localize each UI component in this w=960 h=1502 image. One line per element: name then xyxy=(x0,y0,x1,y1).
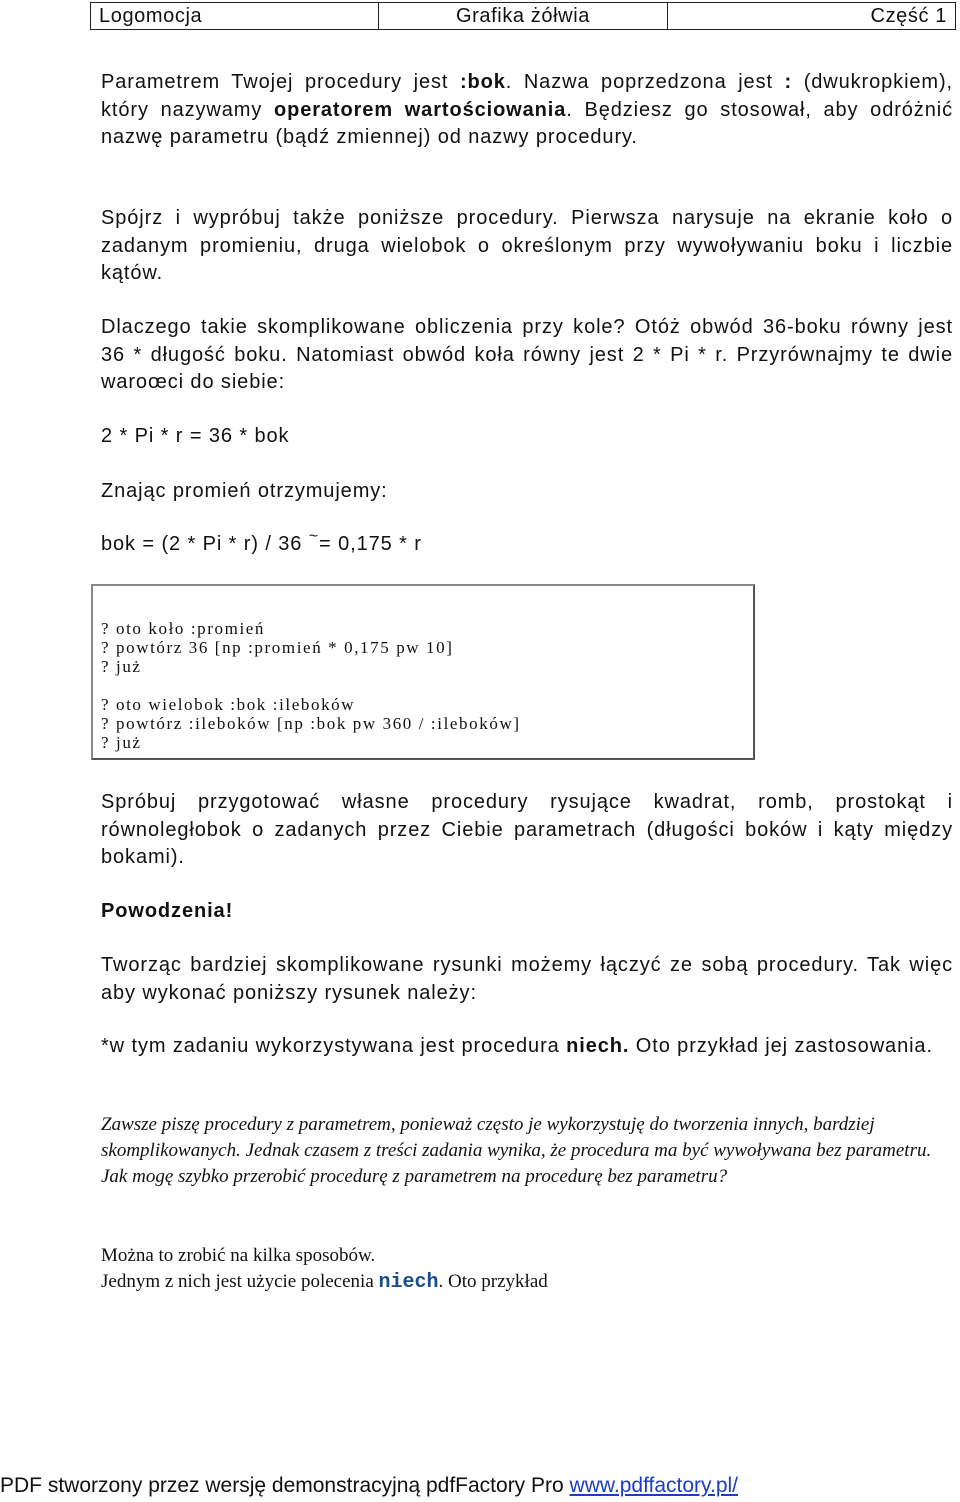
paragraph-parameter xyxy=(101,69,953,152)
code-line: ? oto koło :promień xyxy=(101,619,266,638)
eq2-tilde: ~ xyxy=(308,528,320,545)
good-luck-bold: Powodzenia! xyxy=(101,900,234,922)
page-header xyxy=(90,2,956,30)
serif2-code-niech: niech xyxy=(378,1271,439,1294)
paragraph-italic-question: Zawsze piszę procedury z parametrem, ponieważ często je wykorzystuję do tworzenia innych, bardziej skomplikowanych. Jednak czasem z treści zadania wynika, że procedura ma być wywoływana bez parametru. Jak mogę szybko przerobić procedurę z parametrem na procedurę bez parametru? xyxy=(101,1114,932,1187)
code-line: ? powtórz 36 [np :promień * 0,175 pw 10] xyxy=(101,638,454,657)
header-right: Część 1 xyxy=(870,4,947,27)
p1-bold-bok: :bok xyxy=(459,71,506,93)
serif2-text-1: Jednym z nich jest użycie polecenia xyxy=(101,1271,379,1292)
p1-text-1: Parametrem Twojej procedury jest xyxy=(101,71,460,93)
code-line: ? już xyxy=(101,657,142,676)
paragraph-niech-note xyxy=(101,1033,953,1061)
p1-text-4: . Będziesz go stosował, aby odróżnić nazwę parametru (bądź zmiennej) od nazwy procedury. xyxy=(101,98,953,148)
paragraph-serif-2 xyxy=(101,1269,951,1296)
p1-bold-colon: : xyxy=(784,71,793,93)
header-center: Grafika żółwia xyxy=(379,3,667,29)
p8-text-2: Oto przykład jej zastosowania. xyxy=(629,1035,933,1057)
paragraph-good-luck xyxy=(101,898,953,926)
paragraph-serif-1: Można to zrobić na kilka sposobów. xyxy=(101,1245,376,1266)
p8-bold-niech: niech. xyxy=(566,1035,630,1057)
header-left: Logomocja xyxy=(91,3,379,29)
serif2-text-2: . Oto przykład xyxy=(438,1271,548,1292)
eq2-before: bok = (2 * Pi * r) / 36 xyxy=(101,533,309,555)
paragraph-knowing-radius: Znając promień otrzymujemy: xyxy=(101,480,388,502)
equation-1: 2 * Pi * r = 36 * bok xyxy=(101,425,290,447)
paragraph-try-procedures: Spójrz i wypróbuj także poniższe procedury. Pierwsza narysuje na ekranie koło o zadanym promieniu, druga wielobok o określonym przy wywoływaniu boku i liczbie kątów. xyxy=(101,207,953,284)
p8-text-1: *w tym zadaniu wykorzystywana jest procedura xyxy=(101,1035,567,1057)
p1-text-3: (dwukropkiem), który nazywamy xyxy=(101,71,954,121)
code-line: ? powtórz :ileboków [np :bok pw 360 / :ileboków] xyxy=(101,714,521,733)
p1-text-2: . Nazwa poprzedzona jest xyxy=(505,71,785,93)
footer-link[interactable]: www.pdffactory.pl/ xyxy=(569,1474,739,1497)
code-line: ? oto wielobok :bok :ileboków xyxy=(101,695,356,714)
paragraph-combine: Tworząc bardziej skomplikowane rysunki możemy łączyć ze sobą procedury. Tak więc aby wykonać poniższy rysunek należy: xyxy=(101,954,953,1004)
footer-text: PDF stworzony przez wersję demonstracyjną pdfFactory Pro xyxy=(0,1474,570,1497)
pdf-footer xyxy=(0,1474,960,1498)
paragraph-try-own: Spróbuj przygotować własne procedury rysujące kwadrat, romb, prostokąt i równoległobok o zadanych przez Ciebie parametrach (długości boków i kąty między bokami). xyxy=(101,791,953,868)
code-line: ? już xyxy=(101,733,142,752)
code-box xyxy=(91,584,755,760)
equation-2 xyxy=(101,528,953,560)
eq2-after: = 0,175 * r xyxy=(319,533,422,555)
paragraph-why-calculations: Dlaczego takie skomplikowane obliczenia przy kole? Otóż obwód 36-boku równy jest 36 * długość boku. Natomiast obwód koła równy jest 2 * Pi * r. Przyrównajmy te dwie waroœci do siebie: xyxy=(101,316,953,393)
p1-bold-operator: operatorem wartościowania xyxy=(273,98,567,121)
